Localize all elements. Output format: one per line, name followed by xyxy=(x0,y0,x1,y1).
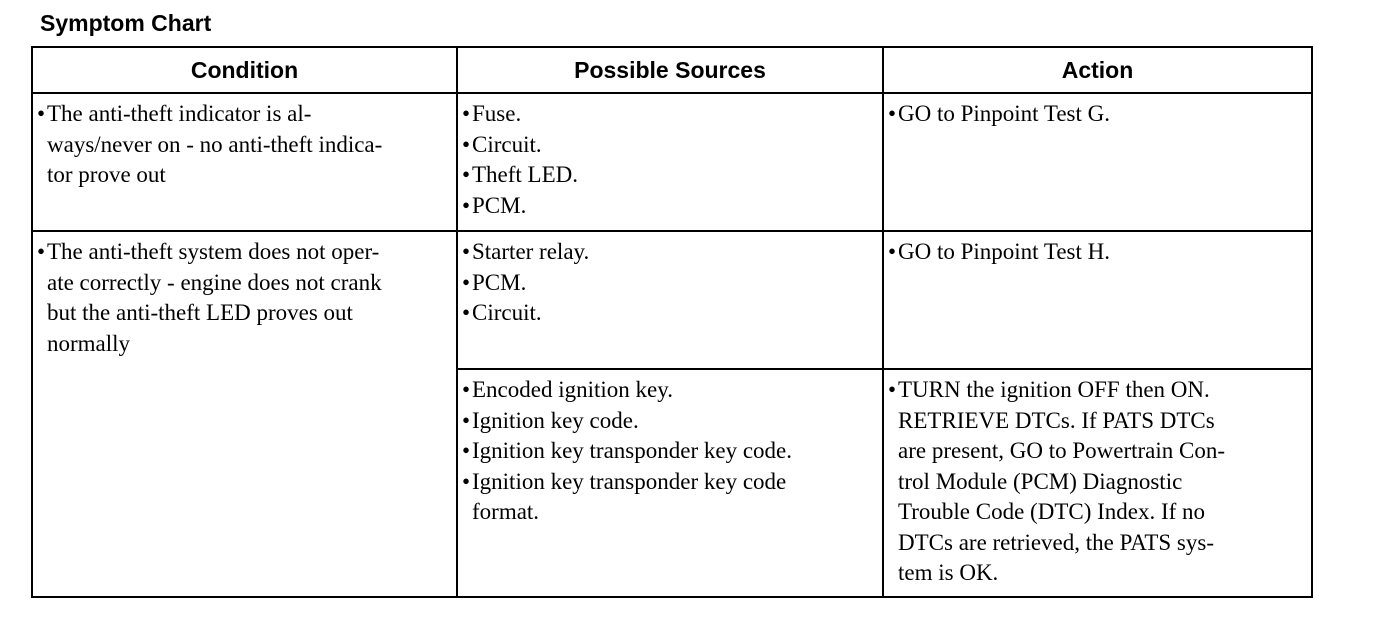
text-line: normally xyxy=(47,330,131,356)
text-line: Ignition key transponder key code xyxy=(472,468,787,494)
table-row xyxy=(32,93,1312,231)
action-item xyxy=(888,99,1305,130)
source-item xyxy=(462,130,876,161)
condition-item xyxy=(37,237,450,359)
text-line: The anti-theft system does not oper- xyxy=(47,239,380,264)
text-line: are present, GO to Powertrain Con- xyxy=(898,438,1226,463)
sources-cell xyxy=(457,93,883,231)
source-item xyxy=(462,191,876,222)
action-cell xyxy=(883,93,1312,231)
bullet: • xyxy=(462,131,471,157)
text-line: Circuit. xyxy=(472,131,542,157)
text-line: ate correctly - engine does not crank xyxy=(47,269,382,295)
bullet: • xyxy=(462,162,471,187)
source-item xyxy=(462,268,876,299)
bullet: • xyxy=(462,239,471,264)
source-item xyxy=(462,436,876,467)
bullet: • xyxy=(888,377,897,402)
header-condition: Condition xyxy=(32,47,457,93)
condition-item xyxy=(37,99,450,191)
bullet: • xyxy=(462,101,471,126)
source-item xyxy=(462,406,876,437)
source-item xyxy=(462,375,876,406)
text-line: Encoded ignition key. xyxy=(472,377,673,402)
text-line: format. xyxy=(472,499,540,524)
bullet: • xyxy=(888,101,897,126)
action-item xyxy=(888,375,1305,589)
bullet: • xyxy=(888,239,897,264)
text-line: The anti-theft indicator is al- xyxy=(47,101,312,126)
text-line: Ignition key transponder key code. xyxy=(472,438,792,463)
symptom-table xyxy=(31,46,1313,598)
sources-cell xyxy=(457,231,883,369)
header-row xyxy=(32,47,1312,93)
source-item xyxy=(462,467,876,528)
text-line: GO to Pinpoint Test G. xyxy=(898,101,1111,126)
source-item xyxy=(462,99,876,130)
bullet: • xyxy=(462,269,471,295)
source-item xyxy=(462,237,876,268)
bullet: • xyxy=(462,300,471,325)
source-item xyxy=(462,298,876,329)
bullet: • xyxy=(462,468,471,494)
text-line: tem is OK. xyxy=(898,560,999,585)
text-line: Starter relay. xyxy=(472,239,590,264)
action-cell xyxy=(883,369,1312,597)
source-item xyxy=(462,160,876,191)
text-line: RETRIEVE DTCs. If PATS DTCs xyxy=(898,407,1215,433)
text-line: Ignition key code. xyxy=(472,407,639,433)
table-row xyxy=(32,231,1312,369)
bullet: • xyxy=(462,407,471,433)
action-item xyxy=(888,237,1305,268)
text-line: Trouble Code (DTC) Index. If no xyxy=(898,499,1206,524)
text-line: ways/never on - no anti-theft indica- xyxy=(47,131,383,157)
bullet: • xyxy=(462,438,471,463)
text-line: PCM. xyxy=(472,192,527,218)
text-line: Circuit. xyxy=(472,300,542,325)
text-line: tor prove out xyxy=(47,162,166,187)
text-line: PCM. xyxy=(472,269,527,295)
bullet: • xyxy=(462,377,471,402)
text-line: GO to Pinpoint Test H. xyxy=(898,239,1111,264)
action-cell xyxy=(883,231,1312,369)
condition-cell xyxy=(32,93,457,231)
text-line: Fuse. xyxy=(472,101,522,126)
text-line: DTCs are retrieved, the PATS sys- xyxy=(898,529,1214,555)
text-line: Theft LED. xyxy=(472,162,579,187)
text-line: but the anti-theft LED proves out xyxy=(47,300,353,325)
sources-cell xyxy=(457,369,883,597)
header-possible-sources: Possible Sources xyxy=(457,47,883,93)
text-line: TURN the ignition OFF then ON. xyxy=(898,377,1210,402)
condition-cell xyxy=(32,231,457,597)
bullet: • xyxy=(37,239,46,264)
chart-title: Symptom Chart xyxy=(40,10,212,36)
bullet: • xyxy=(462,192,471,218)
header-action: Action xyxy=(883,47,1312,93)
text-line: trol Module (PCM) Diagnostic xyxy=(898,468,1183,494)
bullet: • xyxy=(37,101,46,126)
